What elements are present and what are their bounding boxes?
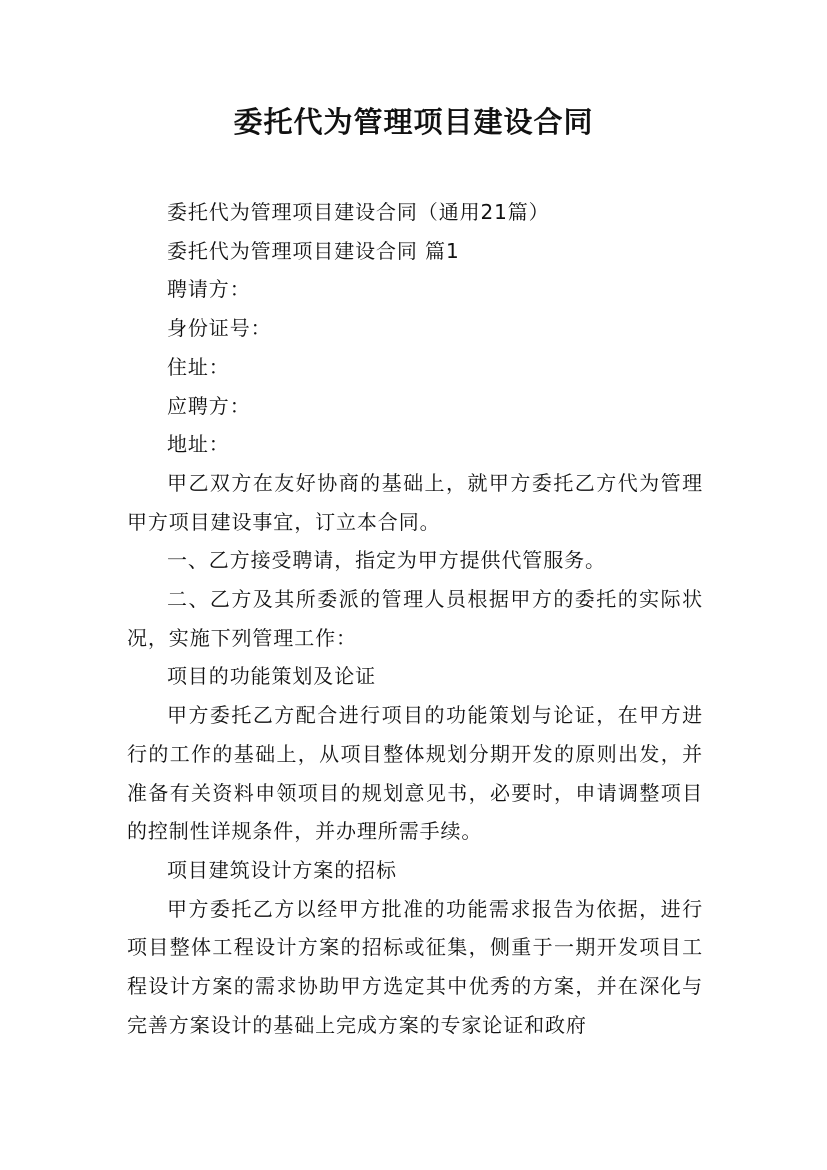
paragraph-employee: 应聘方： — [167, 393, 251, 418]
paragraph-employer: 聘请方： — [167, 277, 251, 302]
paragraph-preamble: 甲乙双方在友好协商的基础上，就甲方委托乙方代为管理甲方项目建设事宜，订立本合同。 — [127, 470, 703, 534]
document-title: 委托代为管理项目建设合同 — [233, 105, 594, 139]
paragraph-clause-1: 一、乙方接受聘请，指定为甲方提供代管服务。 — [167, 548, 606, 573]
paragraph-subtitle: 委托代为管理项目建设合同（通用21篇） — [167, 200, 550, 224]
paragraph-subheading-design-tender: 项目建筑设计方案的招标 — [167, 857, 397, 882]
paragraph-design-tender-detail: 甲方委托乙方以经甲方批准的功能需求报告为依据，进行项目整体工程设计方案的招标或征集，侧重于一期开发项目工程设计方案的需求协助甲方选定其中优秀的方案，并在深化与完善方案设计的基础上完成方案的专家论证和政府 — [127, 896, 703, 1037]
paragraph-subheading-planning: 项目的功能策划及论证 — [167, 664, 376, 689]
document-body — [127, 193, 703, 1044]
paragraph-clause-2: 二、乙方及其所委派的管理人员根据甲方的委托的实际状况，实施下列管理工作： — [127, 587, 703, 650]
paragraph-address: 地址： — [167, 432, 230, 457]
paragraph-planning-detail: 甲方委托乙方配合进行项目的功能策划与论证，在甲方进行的工作的基础上，从项目整体规划分期开发的原则出发，并准备有关资料申领项目的规划意见书，必要时，申请调整项目的控制性详规条件，并办理所需手续。 — [127, 703, 703, 844]
paragraph-residence: 住址： — [167, 354, 230, 379]
paragraph-section-heading: 委托代为管理项目建设合同 篇1 — [167, 238, 460, 263]
paragraph-id-number: 身份证号： — [167, 316, 272, 341]
